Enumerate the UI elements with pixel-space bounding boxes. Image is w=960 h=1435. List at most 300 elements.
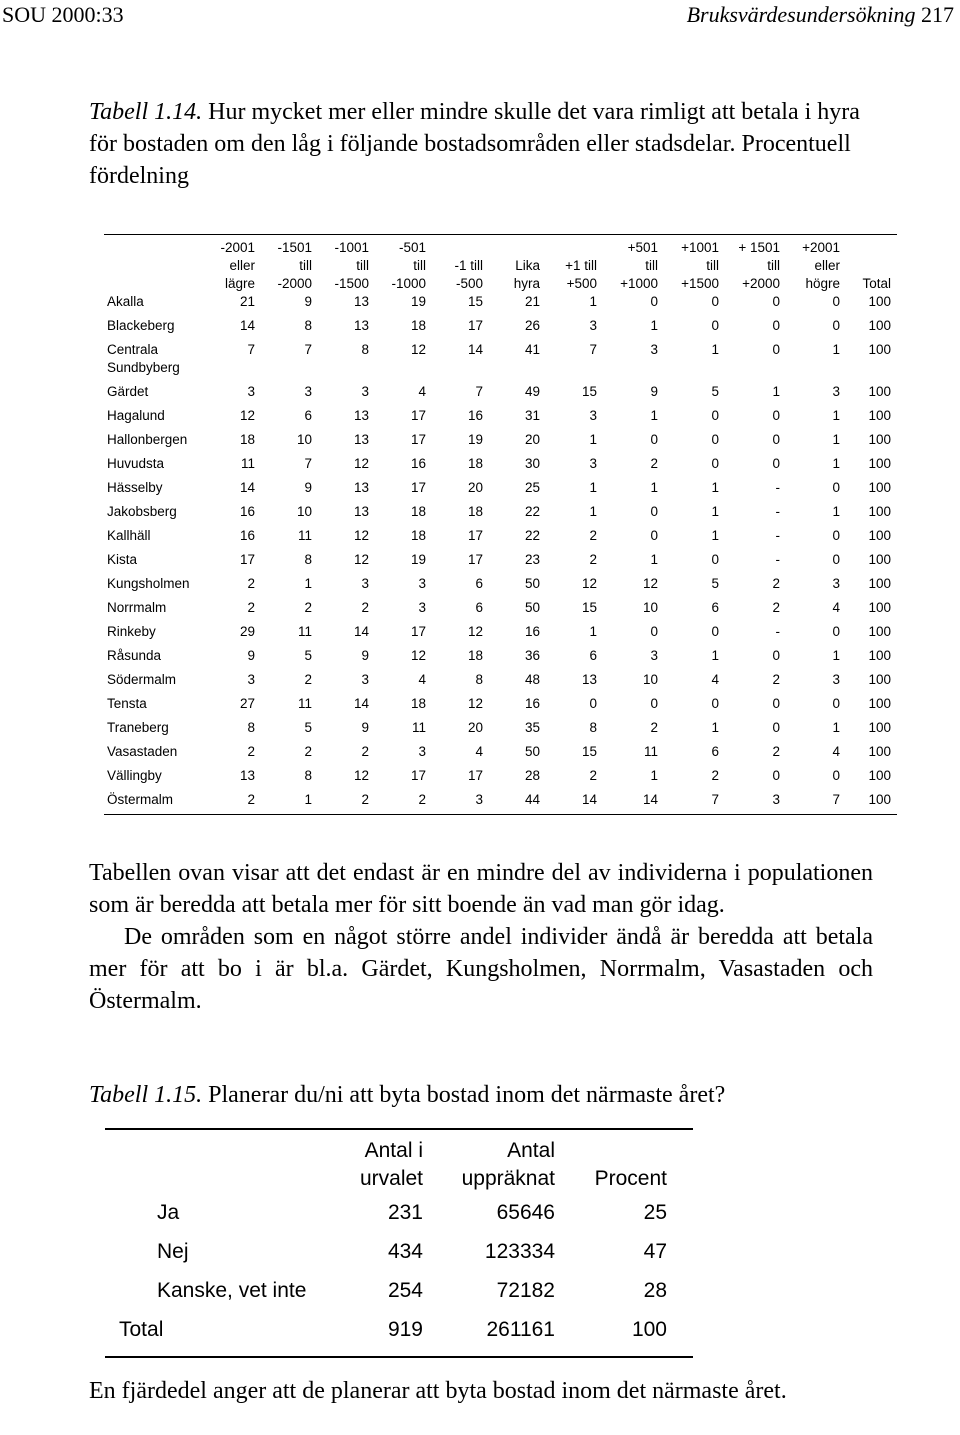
table1-body [104, 293, 897, 815]
cell: 14 [353, 696, 369, 711]
cell: 11 [240, 456, 255, 471]
cell: 0 [650, 294, 658, 309]
table-row [104, 551, 897, 575]
cell: 3 [418, 576, 426, 591]
cell: 12 [467, 696, 483, 711]
cell: 11 [411, 720, 426, 735]
cell: 12 [467, 624, 483, 639]
area-name: Vällingby [107, 768, 162, 783]
table2-top-rule [105, 1128, 693, 1130]
area-name: Traneberg [107, 720, 169, 735]
cell: 231 [387, 1201, 423, 1224]
cell: 8 [589, 720, 597, 735]
cell: 12 [239, 408, 255, 423]
cell: - [775, 504, 780, 519]
cell: 14 [239, 480, 255, 495]
cell: 50 [524, 576, 540, 591]
table1-header-row [104, 239, 897, 293]
cell: 100 [868, 456, 891, 471]
cell: 0 [832, 624, 840, 639]
cell: 3 [418, 744, 426, 759]
cell: 23 [524, 552, 540, 567]
cell: 1 [711, 528, 719, 543]
cell: 11 [643, 744, 658, 759]
area-name: Kallhäll [107, 528, 151, 543]
cell: 8 [247, 720, 255, 735]
cell: 6 [711, 600, 719, 615]
cell: 3 [832, 672, 840, 687]
table1-column-header: +1001 till +1500 [681, 240, 719, 291]
cell: 65646 [496, 1201, 555, 1224]
cell: 1 [711, 342, 719, 357]
cell: 2 [589, 528, 597, 543]
cell: 7 [589, 342, 597, 357]
cell: - [775, 528, 780, 543]
area-name: Blackeberg [107, 318, 175, 333]
cell: 1 [304, 792, 312, 807]
cell: 100 [868, 744, 891, 759]
cell: 5 [711, 384, 719, 399]
cell: 100 [868, 294, 891, 309]
cell: 1 [711, 480, 719, 495]
cell: 0 [772, 318, 780, 333]
cell: 7 [304, 342, 312, 357]
cell: 0 [650, 624, 658, 639]
cell: 18 [410, 528, 426, 543]
table-row [104, 431, 897, 455]
cell: 48 [524, 672, 540, 687]
table-row [104, 719, 897, 743]
cell: 17 [410, 480, 426, 495]
cell: 3 [361, 576, 369, 591]
cell: 3 [361, 384, 369, 399]
table1-caption-label: Tabell 1.14. [89, 99, 203, 125]
table1-column-header: +1 till +500 [565, 258, 597, 291]
cell: 4 [832, 744, 840, 759]
cell: 29 [239, 624, 255, 639]
table-row [104, 671, 897, 695]
cell: 2 [247, 600, 255, 615]
cell: 1 [832, 648, 840, 663]
row-label: Kanske, vet inte [157, 1279, 307, 1302]
cell: 2 [361, 600, 369, 615]
cell: 0 [832, 480, 840, 495]
area-name: Hallonbergen [107, 432, 188, 447]
cell: 0 [650, 528, 658, 543]
cell: 16 [239, 528, 255, 543]
cell: 1 [832, 456, 840, 471]
cell: 3 [361, 672, 369, 687]
cell: 11 [297, 624, 312, 639]
cell: 17 [410, 768, 426, 783]
cell: 0 [772, 648, 780, 663]
cell: 3 [247, 672, 255, 687]
cell: 9 [361, 648, 369, 663]
cell: 919 [387, 1318, 423, 1341]
cell: 16 [524, 624, 540, 639]
cell: 0 [711, 318, 719, 333]
cell: 3 [832, 384, 840, 399]
cell: 17 [467, 552, 483, 567]
table1-caption [89, 96, 879, 192]
table2-col-upprknat: Antal uppräknat [461, 1139, 555, 1190]
cell: 5 [304, 648, 312, 663]
cell: 17 [467, 528, 483, 543]
cell: 2 [772, 672, 780, 687]
cell: 7 [247, 342, 255, 357]
cell: 2 [772, 600, 780, 615]
cell: 18 [467, 456, 483, 471]
table-row [105, 1232, 667, 1271]
cell: 100 [868, 768, 891, 783]
cell: 1 [711, 648, 719, 663]
cell: 0 [772, 768, 780, 783]
cell: - [775, 624, 780, 639]
cell: 1 [711, 504, 719, 519]
cell: 8 [304, 768, 312, 783]
table-row [105, 1271, 667, 1310]
cell: 16 [524, 696, 540, 711]
cell: 31 [524, 408, 540, 423]
cell: 19 [467, 432, 483, 447]
cell: 17 [239, 552, 255, 567]
table-row [104, 317, 897, 341]
cell: 3 [772, 792, 780, 807]
cell: 1 [650, 768, 658, 783]
table1-bottom-rule [104, 814, 897, 815]
cell: 254 [387, 1279, 423, 1302]
cell: 2 [589, 768, 597, 783]
cell: 1 [589, 480, 597, 495]
cell: 0 [772, 696, 780, 711]
cell: 4 [418, 672, 426, 687]
cell: 100 [868, 696, 891, 711]
cell: 50 [524, 744, 540, 759]
table-row [104, 527, 897, 551]
running-header-title: Bruksvärdesundersökning [686, 2, 916, 27]
cell: 5 [711, 576, 719, 591]
cell: 20 [467, 480, 483, 495]
cell: 14 [239, 318, 255, 333]
cell: 10 [296, 432, 312, 447]
cell: 434 [387, 1240, 423, 1263]
area-name: Hässelby [107, 480, 163, 495]
table1-column-header: Lika hyra [513, 258, 540, 291]
table-row [104, 647, 897, 671]
cell: 12 [581, 576, 597, 591]
cell: 100 [868, 552, 891, 567]
cell: 2 [304, 600, 312, 615]
area-name: Jakobsberg [107, 504, 177, 519]
cell: 18 [467, 648, 483, 663]
table-total-row [105, 1310, 667, 1349]
cell: 7 [711, 792, 719, 807]
cell: 3 [832, 576, 840, 591]
cell: 1 [832, 432, 840, 447]
table-row [104, 455, 897, 479]
cell: 30 [524, 456, 540, 471]
table-row [104, 791, 897, 815]
cell: 0 [772, 342, 780, 357]
cell: 7 [832, 792, 840, 807]
cell: 12 [353, 768, 369, 783]
cell: 11 [297, 528, 312, 543]
cell: 15 [467, 294, 483, 309]
cell: 26 [524, 318, 540, 333]
cell: 12 [410, 648, 426, 663]
paragraph-1-sentence-1: Tabellen ovan visar att det endast är en mindre del av individerna i populationen som är beredda att betala mer för sitt boende än vad man gör idag. [89, 860, 873, 918]
cell: 1 [589, 624, 597, 639]
cell: 3 [589, 456, 597, 471]
cell: 100 [868, 318, 891, 333]
cell: 2 [247, 792, 255, 807]
cell: 261161 [486, 1318, 555, 1341]
area-name: Tensta [107, 696, 147, 711]
table1-column-header: + 1501 till +2000 [738, 240, 780, 291]
cell: 20 [524, 432, 540, 447]
table2-caption-text: Planerar du/ni att byta bostad inom det närmaste året? [202, 1082, 726, 1108]
cell: 20 [467, 720, 483, 735]
area-name: Vasastaden [107, 744, 178, 759]
cell: 14 [642, 792, 658, 807]
cell: 1 [589, 504, 597, 519]
cell: 100 [868, 342, 891, 357]
cell: 22 [524, 528, 540, 543]
cell: 0 [832, 552, 840, 567]
area-name: Gärdet [107, 384, 149, 399]
cell: 100 [868, 648, 891, 663]
cell: 10 [642, 600, 658, 615]
cell: 17 [410, 408, 426, 423]
cell: 17 [410, 624, 426, 639]
cell: 0 [650, 696, 658, 711]
table-row [104, 341, 897, 383]
cell: 13 [239, 768, 255, 783]
cell: 47 [643, 1240, 667, 1263]
cell: 14 [353, 624, 369, 639]
cell: 1 [832, 720, 840, 735]
cell: 0 [772, 456, 780, 471]
row-label: Ja [157, 1201, 180, 1224]
cell: 18 [410, 696, 426, 711]
cell: 10 [296, 504, 312, 519]
table2-corner [105, 1137, 310, 1193]
cell: 100 [868, 624, 891, 639]
cell: 100 [868, 432, 891, 447]
table-row [105, 1193, 667, 1232]
table-row [104, 623, 897, 647]
area-name: Akalla [107, 294, 144, 309]
cell: 2 [361, 792, 369, 807]
cell: 1 [711, 720, 719, 735]
cell: 27 [239, 696, 255, 711]
table-row [104, 479, 897, 503]
cell: 100 [868, 408, 891, 423]
cell: 12 [353, 552, 369, 567]
table2-bottom-rule [105, 1356, 693, 1358]
cell: 2 [711, 768, 719, 783]
area-name: Östermalm [107, 792, 174, 807]
paragraph-1-sentence-2: De områden som en något större andel individer ändå är beredda att betala mer för att bo i är bl.a. Gärdet, Kungsholmen, Norrmalm, Vasastaden och Östermalm. [89, 924, 873, 1014]
cell: 6 [589, 648, 597, 663]
cell: 50 [524, 600, 540, 615]
cell: 8 [304, 552, 312, 567]
table2-caption [89, 1082, 725, 1109]
area-name: Huvudsta [107, 456, 165, 471]
cell: 1 [589, 432, 597, 447]
cell: 12 [353, 456, 369, 471]
cell: 13 [353, 504, 369, 519]
table1-column-header: -501 till -1000 [391, 240, 426, 291]
cell: 44 [524, 792, 540, 807]
cell: 0 [711, 624, 719, 639]
cell: 4 [711, 672, 719, 687]
cell: 2 [589, 552, 597, 567]
cell: 28 [524, 768, 540, 783]
cell: 0 [711, 294, 719, 309]
cell: - [775, 552, 780, 567]
cell: 21 [239, 294, 255, 309]
cell: 7 [475, 384, 483, 399]
cell: 41 [524, 342, 540, 357]
cell: 13 [353, 480, 369, 495]
cell: 17 [467, 768, 483, 783]
cell: 18 [410, 318, 426, 333]
cell: 35 [524, 720, 540, 735]
cell: 0 [650, 504, 658, 519]
cell: 16 [467, 408, 483, 423]
cell: 25 [524, 480, 540, 495]
cell: 3 [650, 342, 658, 357]
table1-corner [104, 239, 202, 293]
cell: 6 [475, 576, 483, 591]
cell: 2 [772, 744, 780, 759]
table1-column-header: Total [862, 276, 891, 291]
cell: 100 [868, 792, 891, 807]
body-paragraph-2: En fjärdedel anger att de planerar att byta bostad inom det närmaste året. [89, 1378, 787, 1404]
cell: 4 [475, 744, 483, 759]
running-header-right [687, 2, 954, 28]
cell: 9 [304, 294, 312, 309]
cell: 0 [711, 432, 719, 447]
table-row [104, 575, 897, 599]
cell: 1 [650, 552, 658, 567]
cell: 100 [868, 384, 891, 399]
cell: 13 [353, 294, 369, 309]
cell: 6 [711, 744, 719, 759]
cell: 13 [353, 432, 369, 447]
cell: 4 [832, 600, 840, 615]
cell: 100 [868, 720, 891, 735]
table-row [104, 407, 897, 431]
cell: 12 [642, 576, 658, 591]
row-label: Nej [157, 1240, 189, 1263]
cell: 19 [410, 552, 426, 567]
cell: 3 [418, 600, 426, 615]
cell: 123334 [484, 1240, 555, 1263]
table1-column-header: +501 till +1000 [620, 240, 658, 291]
area-name: Södermalm [107, 672, 177, 687]
cell: 0 [772, 408, 780, 423]
cell: 6 [475, 600, 483, 615]
cell: 2 [247, 744, 255, 759]
cell: 10 [642, 672, 658, 687]
cell: 100 [868, 576, 891, 591]
cell: 8 [304, 318, 312, 333]
cell: 1 [772, 384, 780, 399]
table-row [104, 503, 897, 527]
cell: 4 [418, 384, 426, 399]
cell: 0 [650, 432, 658, 447]
cell: 6 [304, 408, 312, 423]
table1-column-header: -1 till -500 [454, 258, 483, 291]
cell: 3 [304, 384, 312, 399]
cell: 12 [353, 528, 369, 543]
cell: 0 [832, 318, 840, 333]
cell: 9 [361, 720, 369, 735]
cell: 17 [410, 432, 426, 447]
cell: 0 [711, 408, 719, 423]
cell: 0 [832, 696, 840, 711]
cell: 2 [650, 720, 658, 735]
table-row [104, 743, 897, 767]
table1-caption-text: Hur mycket mer eller mindre skulle det vara rimligt att betala i hyra för bostaden om den låg i följande bostadsområden eller stadsdelar. Procentuell fördelning [89, 99, 860, 189]
cell: 8 [475, 672, 483, 687]
cell: 28 [643, 1279, 667, 1302]
table1-column-header: -1001 till -1500 [334, 240, 369, 291]
cell: 9 [304, 480, 312, 495]
cell: 2 [304, 744, 312, 759]
cell: 0 [711, 456, 719, 471]
table2-col-urvalet: Antal i urvalet [359, 1139, 423, 1190]
cell: 100 [868, 528, 891, 543]
cell: 0 [832, 294, 840, 309]
cell: 100 [868, 600, 891, 615]
cell: 2 [772, 576, 780, 591]
cell: 16 [410, 456, 426, 471]
cell: 8 [361, 342, 369, 357]
table-row [104, 695, 897, 719]
cell: 22 [524, 504, 540, 519]
cell: 3 [650, 648, 658, 663]
total-label: Total [119, 1318, 164, 1341]
table1-column-header: -2001 eller lägre [220, 240, 255, 291]
cell: 21 [524, 294, 540, 309]
cell: 7 [304, 456, 312, 471]
cell: 1 [832, 408, 840, 423]
cell: 17 [467, 318, 483, 333]
cell: 36 [524, 648, 540, 663]
cell: 0 [772, 294, 780, 309]
cell: 5 [304, 720, 312, 735]
cell: 19 [410, 294, 426, 309]
cell: 1 [650, 480, 658, 495]
cell: 72182 [496, 1279, 555, 1302]
cell: 3 [247, 384, 255, 399]
area-name: Rinkeby [107, 624, 156, 639]
cell: 0 [589, 696, 597, 711]
cell: 1 [832, 504, 840, 519]
cell: 100 [631, 1318, 667, 1341]
cell: 15 [581, 384, 597, 399]
area-name: Kungsholmen [107, 576, 190, 591]
area-name: Centrala Sundbyberg [107, 342, 180, 375]
area-name: Kista [107, 552, 138, 567]
cell: 0 [832, 528, 840, 543]
cell: 18 [467, 504, 483, 519]
cell: 18 [239, 432, 255, 447]
running-header-left: SOU 2000:33 [2, 2, 124, 27]
